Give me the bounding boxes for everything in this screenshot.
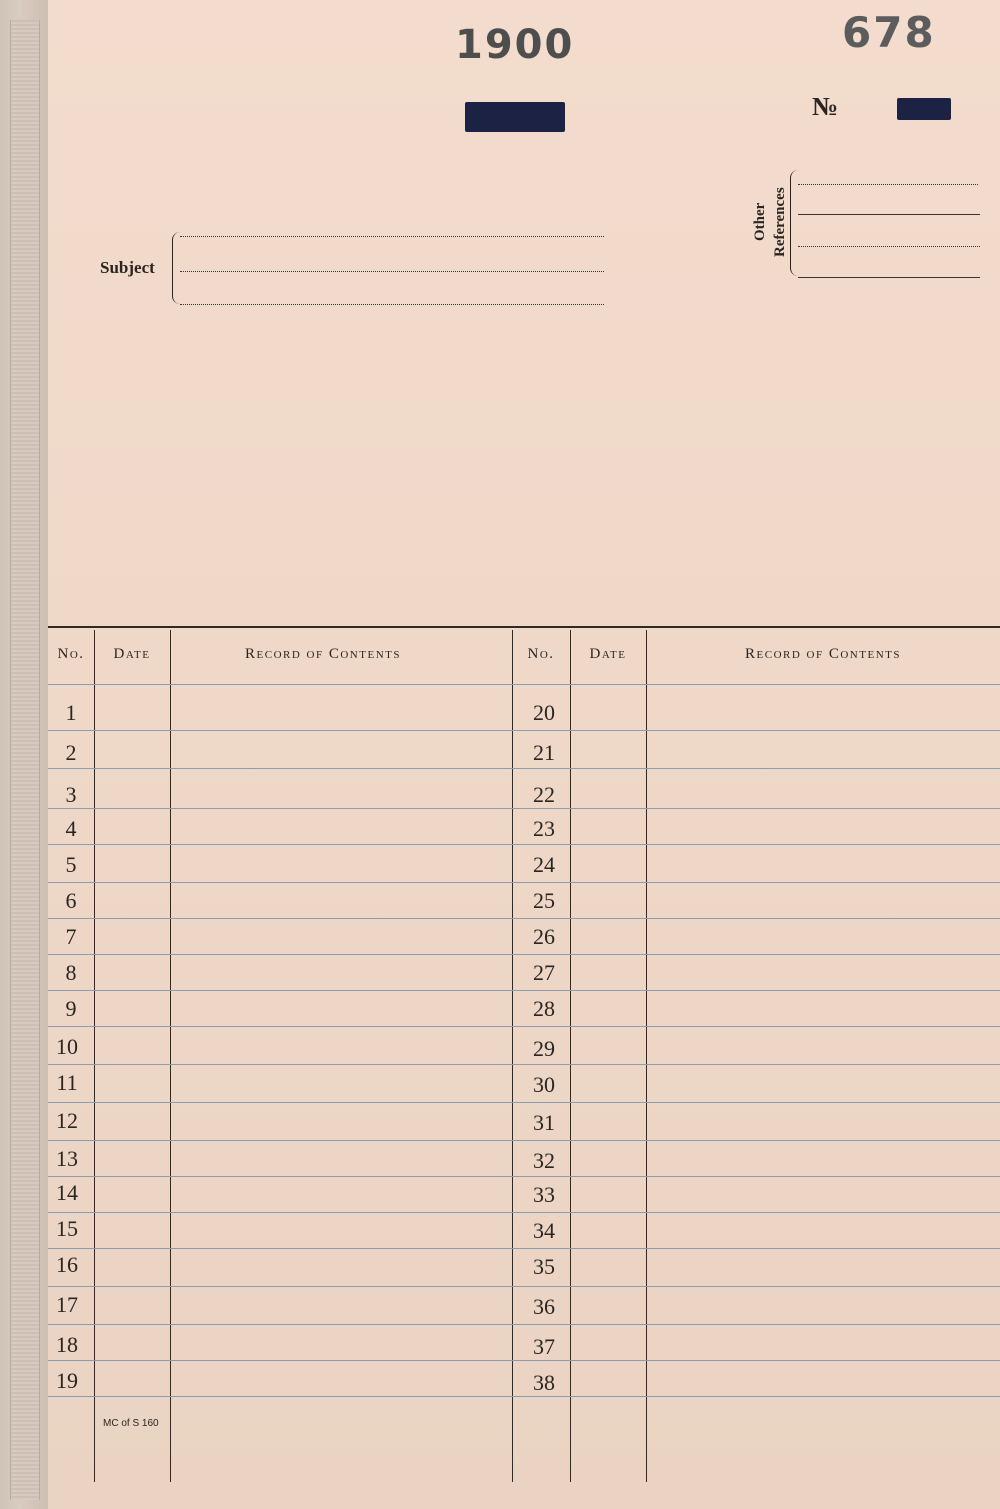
row-number: 26 [533,924,555,949]
form-code: MC of S 160 [103,1418,159,1429]
row-number: 31 [533,1110,555,1135]
row-rule [48,1140,1000,1141]
redaction-block [897,98,951,120]
row-rule [48,918,1000,919]
row-rule [48,1286,1000,1287]
spine-cloth [10,20,40,1500]
reference-line-1[interactable] [798,184,978,185]
row-rule [48,1212,1000,1213]
row-number: 11 [56,1070,78,1095]
row-number: 38 [533,1370,555,1395]
row-number: 15 [56,1216,78,1241]
row-number: 14 [56,1180,78,1205]
row-number: 18 [56,1332,78,1357]
header-date-left: Date [113,646,151,662]
row-rule [48,1396,1000,1397]
row-number: 12 [56,1108,78,1133]
row-number: 19 [56,1368,78,1393]
col-divider [512,630,513,1482]
row-number: 25 [533,888,555,913]
reference-line-2[interactable] [798,214,980,215]
file-number-stamp: 678 [842,8,936,57]
row-rule [48,1248,1000,1249]
row-number: 32 [533,1148,555,1173]
row-number: 30 [533,1072,555,1097]
row-number: 21 [533,740,555,765]
other-references-line1: Other [752,202,768,242]
subject-label: Subject [100,258,155,277]
subject-brace [172,232,181,304]
header-rule [48,684,1000,685]
other-references-label [750,172,794,272]
redaction-block [465,102,565,132]
row-rule [48,768,1000,769]
row-number: 34 [533,1218,555,1243]
row-number: 16 [56,1252,78,1277]
subject-line-1[interactable] [180,236,604,237]
row-rule [48,1176,1000,1177]
row-number: 6 [65,888,77,913]
col-divider [570,630,571,1482]
row-number: 35 [533,1254,555,1279]
cover-year: 1900 [455,22,575,68]
header-record-right: Record of Contents [745,646,901,662]
row-rule [48,882,1000,883]
row-number: 1 [65,700,77,725]
row-rule [48,1026,1000,1027]
row-rule [48,1102,1000,1103]
row-rule [48,1064,1000,1065]
row-number: 8 [65,960,77,985]
row-number: 13 [56,1146,78,1171]
row-number: 3 [65,782,77,807]
col-divider [646,630,647,1482]
row-number: 20 [533,700,555,725]
row-number: 37 [533,1334,555,1359]
row-number: 17 [56,1292,78,1317]
subject-line-3[interactable] [180,304,604,305]
header-no-left: No. [57,646,85,662]
col-divider [94,630,95,1482]
header-date-right: Date [589,646,627,662]
row-number: 28 [533,996,555,1021]
row-number: 5 [65,852,77,877]
row-number: 23 [533,816,555,841]
row-rule [48,1324,1000,1325]
row-rule [48,844,1000,845]
col-divider [170,630,171,1482]
number-label: № [812,92,839,121]
table-top-rule [48,626,1000,628]
row-rule [48,808,1000,809]
reference-line-3[interactable] [798,246,980,247]
row-number: 24 [533,852,555,877]
row-number: 10 [56,1034,78,1059]
row-number: 9 [65,996,77,1021]
references-brace [790,170,799,276]
row-number: 22 [533,782,555,807]
row-number: 4 [65,816,77,841]
subject-line-2[interactable] [180,271,604,272]
header-record-left: Record of Contents [245,646,401,662]
reference-line-4[interactable] [798,277,980,278]
row-rule [48,954,1000,955]
binding-spine [0,0,49,1509]
row-rule [48,990,1000,991]
row-number: 27 [533,960,555,985]
row-number: 2 [65,740,77,765]
header-no-right: No. [527,646,555,662]
row-rule [48,730,1000,731]
other-references-line2: References [772,187,788,257]
row-number: 36 [533,1294,555,1319]
row-number: 7 [65,924,77,949]
row-number: 29 [533,1036,555,1061]
row-number: 33 [533,1182,555,1207]
row-rule [48,1360,1000,1361]
